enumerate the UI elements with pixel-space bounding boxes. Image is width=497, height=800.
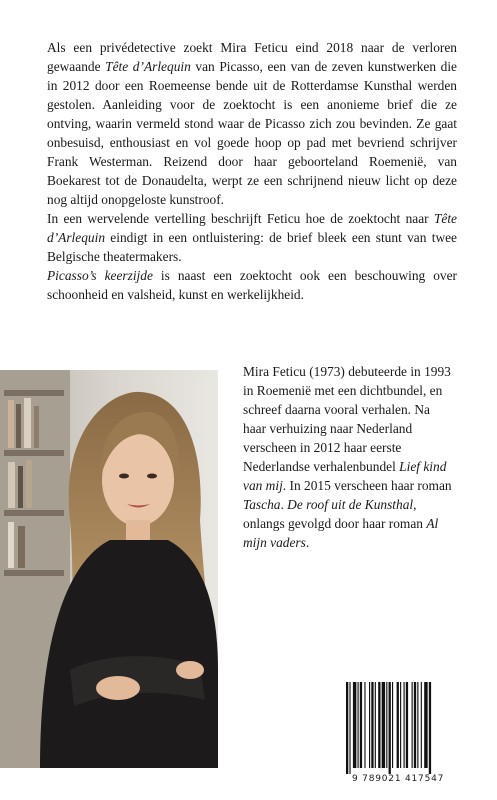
- barcode-bar: [371, 682, 373, 768]
- isbn-barcode: [344, 682, 456, 782]
- barcode-bar: [417, 682, 418, 768]
- blurb-text: van Picasso, een van de zeven kunstwerken die in 2012 door een Roemeense bende uit de Rotterdamse Kunsthal werden gestolen. Aanleiding voor de zoektocht is een anonieme brief die ze ontving, waarin vermeld stond waar de Picasso zich zou bevinden. Ze gaat onbesuisd, enthousiast en vol goede hoop op pad met bevriend schrijver Frank Westerman. Reizend door haar geboorteland Roemenië, van Boekarest tot de Donaudelta, werpt ze een schrijnend nieuw licht op deze nog altijd onopgeloste kunstroof.: [47, 59, 457, 207]
- bio-text: , onlangs gevolgd door haar roman: [243, 497, 427, 531]
- barcode-bar: [349, 682, 350, 774]
- book-title-italic: Picasso’s keerzijde: [47, 268, 153, 283]
- barcode-bar: [346, 682, 348, 774]
- barcode-bar: [397, 682, 399, 768]
- barcode-bar: [429, 682, 431, 774]
- book-title-italic: Lief kind van mij: [243, 459, 447, 493]
- barcode-bar: [369, 682, 370, 768]
- barcode-bar: [382, 682, 385, 768]
- book-title-italic: Tête d’Arlequin: [105, 59, 191, 74]
- blurb-text: In een wervelende vertelling beschrijft Feticu hoe de zoektocht naar: [47, 211, 434, 226]
- blurb-text: is naast een zoektocht ook een beschouwing over schoonheid en valsheid, kunst en werkelijkheid.: [47, 268, 458, 302]
- bio-text: Mira Feticu (1973) debuteerde in 1993 in Roemenië met een dichtbundel, en schreef daarna vooral verhalen. Na haar verhuizing naar Nederland verscheen in 2012 haar eerste Nederlandse verhalenbundel: [243, 364, 451, 474]
- book-title-italic: Tête d’Arlequin: [47, 211, 457, 245]
- book-title-italic: De roof uit de Kunsthal: [287, 497, 414, 512]
- blurb-paragraph-3: [47, 266, 457, 304]
- book-title-italic: Al mijn vaders: [243, 516, 439, 550]
- blurb-paragraph-1: [47, 38, 457, 209]
- barcode-bar: [392, 682, 393, 768]
- author-bio: [243, 362, 455, 552]
- bio-text: . In 2015 verscheen haar roman: [282, 478, 452, 493]
- barcode-bar: [400, 682, 401, 768]
- blurb-text: eindigt in een ontluistering: de brief bleek een stunt van twee Belgische theatermakers.: [47, 230, 457, 264]
- barcode-bar: [406, 682, 408, 768]
- barcode-bar: [412, 682, 413, 768]
- barcode-bar: [364, 682, 365, 768]
- barcode-bar: [404, 682, 405, 768]
- isbn-number: 9 789021 417547: [352, 774, 445, 784]
- author-photo: [0, 370, 218, 768]
- barcode-bar: [389, 682, 391, 774]
- bio-text: .: [305, 535, 310, 550]
- barcode-bar: [424, 682, 427, 768]
- barcode-bar: [386, 682, 387, 768]
- barcode-bar: [358, 682, 359, 768]
- back-cover-blurb: [47, 38, 457, 304]
- barcode-bar: [360, 682, 362, 768]
- bio-text: .: [280, 497, 288, 512]
- barcode-bar: [375, 682, 376, 768]
- barcode-bar: [421, 682, 422, 768]
- blurb-text: Als een privédetective zoekt Mira Feticu eind 2018 naar de verloren gewaande: [47, 40, 457, 74]
- barcode-bar: [378, 682, 380, 768]
- barcode-bar: [353, 682, 356, 768]
- book-title-italic: Tascha: [243, 497, 281, 512]
- barcode-bar: [414, 682, 416, 768]
- blurb-paragraph-2: [47, 209, 457, 266]
